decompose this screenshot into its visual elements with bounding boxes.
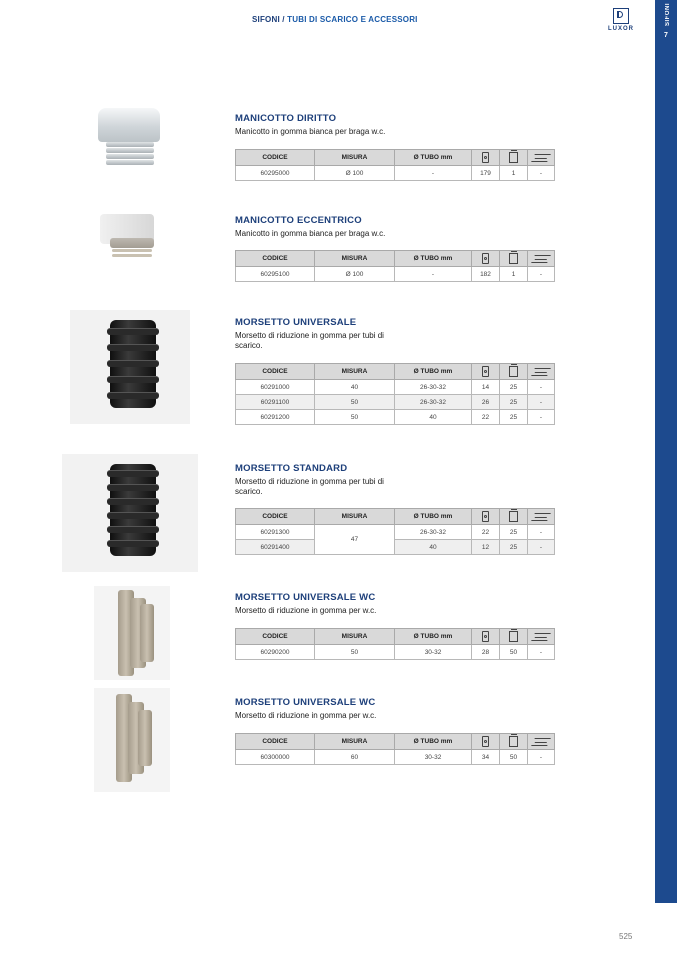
product-image-morsetto-standard	[62, 454, 198, 572]
cell-tubo: 26-30-32	[395, 395, 472, 410]
brand-logo	[600, 8, 642, 36]
cell-confezione: 22	[472, 525, 500, 540]
cell-codice: 60291100	[236, 395, 315, 410]
col-header-scatola	[500, 734, 528, 750]
brand-logo-icon	[613, 8, 629, 24]
product-description: Morsetto di riduzione in gomma per tubi di scarico.	[235, 477, 384, 496]
cell-misura: 50	[315, 645, 395, 660]
cell-scatola: 50	[500, 750, 528, 765]
product-title: MORSETTO UNIVERSALE WC	[235, 697, 376, 708]
cell-tubo: 30-32	[395, 645, 472, 660]
col-header-scatola	[500, 629, 528, 645]
col-header-tubo: Ø TUBO mm	[395, 150, 472, 166]
col-header-pallet	[528, 150, 555, 166]
cell-codice: 60291300	[236, 525, 315, 540]
chapter-tab	[655, 0, 677, 903]
box-icon	[509, 152, 518, 163]
package-icon	[482, 511, 489, 522]
col-header-tubo: Ø TUBO mm	[395, 629, 472, 645]
cell-misura: 50	[315, 395, 395, 410]
col-header-misura: MISURA	[315, 251, 395, 267]
cell-tubo: 40	[395, 540, 472, 555]
col-header-codice: CODICE	[236, 251, 315, 267]
table-row	[236, 395, 555, 410]
cell-scatola: 50	[500, 645, 528, 660]
cell-tubo: -	[395, 166, 472, 181]
col-header-scatola	[500, 150, 528, 166]
col-header-pallet	[528, 364, 555, 380]
box-icon	[509, 253, 518, 264]
pallet-icon	[531, 513, 551, 521]
cell-codice: 60295000	[236, 166, 315, 181]
product-title: MORSETTO UNIVERSALE WC	[235, 592, 376, 603]
product-table	[235, 733, 555, 765]
cell-scatola: 25	[500, 380, 528, 395]
breadcrumb-category: SIFONI	[252, 15, 280, 24]
product-table	[235, 149, 555, 181]
package-icon	[482, 152, 489, 163]
box-icon	[509, 366, 518, 377]
product-table	[235, 508, 555, 555]
cell-misura: 47	[315, 525, 395, 555]
cell-scatola: 1	[500, 166, 528, 181]
cell-misura: 50	[315, 410, 395, 425]
cell-codice: 60290200	[236, 645, 315, 660]
cell-misura: 60	[315, 750, 395, 765]
cell-pallet: -	[528, 395, 555, 410]
cell-pallet: -	[528, 380, 555, 395]
cell-confezione: 14	[472, 380, 500, 395]
product-description: Morsetto di riduzione in gomma per w.c.	[235, 606, 377, 615]
col-header-pallet	[528, 734, 555, 750]
col-header-confezione	[472, 251, 500, 267]
product-title: MANICOTTO ECCENTRICO	[235, 215, 362, 226]
box-icon	[509, 736, 518, 747]
col-header-pallet	[528, 509, 555, 525]
col-header-tubo: Ø TUBO mm	[395, 509, 472, 525]
table-row	[236, 525, 555, 540]
page-number: 525	[619, 932, 633, 941]
cell-codice: 60295100	[236, 267, 315, 282]
cell-confezione: 34	[472, 750, 500, 765]
table-row	[236, 750, 555, 765]
col-header-misura: MISURA	[315, 150, 395, 166]
product-title: MANICOTTO DIRITTO	[235, 113, 337, 124]
cell-pallet: -	[528, 166, 555, 181]
product-table	[235, 363, 555, 425]
col-header-confezione	[472, 150, 500, 166]
breadcrumb	[252, 15, 418, 24]
pallet-icon	[531, 255, 551, 263]
product-image-manicotto-diritto	[90, 104, 168, 170]
cell-confezione: 182	[472, 267, 500, 282]
cell-pallet: -	[528, 750, 555, 765]
col-header-confezione	[472, 629, 500, 645]
cell-scatola: 25	[500, 395, 528, 410]
cell-misura: Ø 100	[315, 267, 395, 282]
product-image-manicotto-eccentrico	[86, 208, 168, 262]
chapter-number: 7	[664, 32, 668, 39]
col-header-tubo: Ø TUBO mm	[395, 251, 472, 267]
package-icon	[482, 253, 489, 264]
package-icon	[482, 366, 489, 377]
col-header-confezione	[472, 364, 500, 380]
col-header-pallet	[528, 251, 555, 267]
cell-pallet: -	[528, 525, 555, 540]
col-header-confezione	[472, 734, 500, 750]
cell-codice: 60291400	[236, 540, 315, 555]
cell-pallet: -	[528, 267, 555, 282]
cell-confezione: 28	[472, 645, 500, 660]
table-row	[236, 410, 555, 425]
cell-scatola: 25	[500, 410, 528, 425]
product-description: Manicotto in gomma bianca per braga w.c.	[235, 229, 386, 238]
cell-confezione: 12	[472, 540, 500, 555]
pallet-icon	[531, 368, 551, 376]
product-image-morsetto-universale-wc	[94, 586, 170, 680]
col-header-tubo: Ø TUBO mm	[395, 734, 472, 750]
box-icon	[509, 631, 518, 642]
product-image-morsetto-universale	[70, 310, 190, 424]
chapter-label: SIFONI	[665, 2, 671, 26]
brand-name: LUXOR	[608, 26, 634, 32]
cell-tubo: 30-32	[395, 750, 472, 765]
cell-pallet: -	[528, 540, 555, 555]
cell-codice: 60300000	[236, 750, 315, 765]
col-header-misura: MISURA	[315, 734, 395, 750]
product-title: MORSETTO STANDARD	[235, 463, 348, 474]
pallet-icon	[531, 154, 551, 162]
cell-tubo: 26-30-32	[395, 525, 472, 540]
col-header-scatola	[500, 364, 528, 380]
col-header-misura: MISURA	[315, 629, 395, 645]
table-row	[236, 540, 555, 555]
col-header-misura: MISURA	[315, 509, 395, 525]
breadcrumb-subcategory: TUBI DI SCARICO E ACCESSORI	[287, 15, 418, 24]
product-description: Morsetto di riduzione in gomma per w.c.	[235, 711, 377, 720]
table-row	[236, 267, 555, 282]
cell-pallet: -	[528, 410, 555, 425]
cell-codice: 60291200	[236, 410, 315, 425]
col-header-codice: CODICE	[236, 629, 315, 645]
cell-tubo: -	[395, 267, 472, 282]
product-table	[235, 628, 555, 660]
col-header-tubo: Ø TUBO mm	[395, 364, 472, 380]
cell-confezione: 22	[472, 410, 500, 425]
product-table	[235, 250, 555, 282]
cell-tubo: 26-30-32	[395, 380, 472, 395]
table-row	[236, 380, 555, 395]
product-title: MORSETTO UNIVERSALE	[235, 317, 357, 328]
product-image-morsetto-universale-wc-2	[94, 688, 170, 792]
package-icon	[482, 736, 489, 747]
col-header-codice: CODICE	[236, 509, 315, 525]
breadcrumb-separator: /	[279, 15, 288, 24]
col-header-misura: MISURA	[315, 364, 395, 380]
col-header-codice: CODICE	[236, 734, 315, 750]
col-header-scatola	[500, 251, 528, 267]
cell-codice: 60291000	[236, 380, 315, 395]
col-header-scatola	[500, 509, 528, 525]
table-row	[236, 645, 555, 660]
pallet-icon	[531, 633, 551, 641]
cell-misura: 40	[315, 380, 395, 395]
cell-confezione: 179	[472, 166, 500, 181]
col-header-confezione	[472, 509, 500, 525]
product-description: Morsetto di riduzione in gomma per tubi di scarico.	[235, 331, 384, 350]
col-header-codice: CODICE	[236, 364, 315, 380]
cell-scatola: 25	[500, 540, 528, 555]
cell-misura: Ø 100	[315, 166, 395, 181]
package-icon	[482, 631, 489, 642]
table-row	[236, 166, 555, 181]
cell-pallet: -	[528, 645, 555, 660]
cell-tubo: 40	[395, 410, 472, 425]
cell-scatola: 1	[500, 267, 528, 282]
cell-confezione: 26	[472, 395, 500, 410]
col-header-pallet	[528, 629, 555, 645]
box-icon	[509, 511, 518, 522]
pallet-icon	[531, 738, 551, 746]
col-header-codice: CODICE	[236, 150, 315, 166]
cell-scatola: 25	[500, 525, 528, 540]
product-description: Manicotto in gomma bianca per braga w.c.	[235, 127, 386, 136]
